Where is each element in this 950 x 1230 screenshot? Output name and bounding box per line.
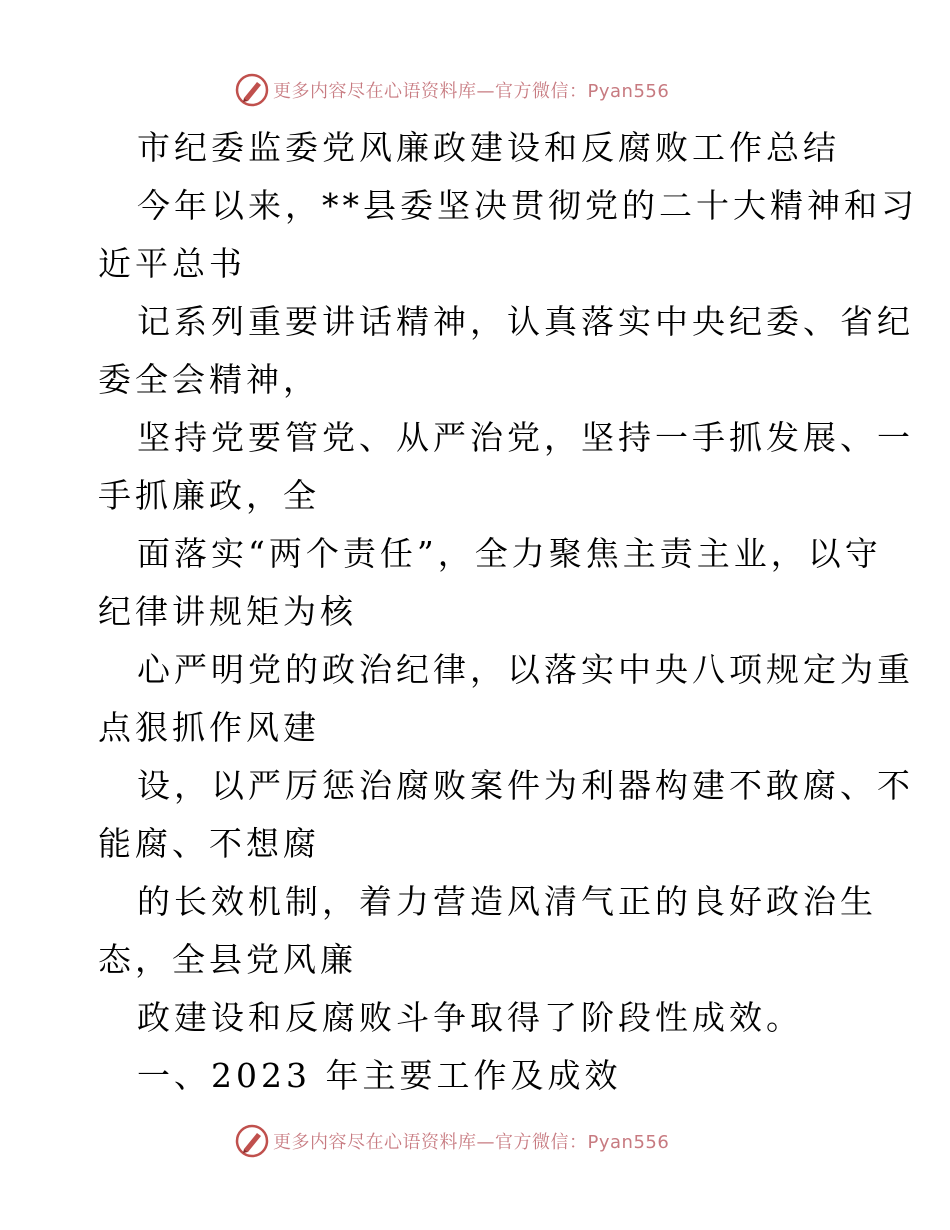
watermark-text: 更多内容尽在心语资料库—官方微信：Pyan556 (273, 1132, 670, 1153)
paragraph-line: 态，全县党风廉 (98, 940, 357, 979)
paragraph-line: 今年以来，**县委坚决贯彻党的二十大精神和习 (137, 186, 918, 225)
paragraph-line: 面落实“两个责任”，全力聚焦主责主业，以守 (137, 534, 882, 573)
paragraph-line: 手抓廉政，全 (98, 476, 320, 515)
pen-logo-icon (235, 1124, 269, 1158)
paragraph-line: 能腐、不想腐 (98, 824, 320, 863)
paragraph-line: 委全会精神， (98, 360, 320, 399)
pen-logo-icon (235, 73, 269, 107)
paragraph-line: 的长效机制，着力营造风清气正的良好政治生 (137, 882, 877, 921)
watermark-header (235, 72, 669, 108)
paragraph-line: 坚持党要管党、从严治党，坚持一手抓发展、一 (137, 418, 914, 457)
paragraph-line: 心严明党的政治纪律，以落实中央八项规定为重 (137, 650, 914, 689)
document-title: 市纪委监委党风廉政建设和反腐败工作总结 (137, 128, 840, 167)
paragraph-line: 近平总书 (98, 244, 246, 283)
paragraph-line: 纪律讲规矩为核 (98, 592, 357, 631)
paragraph-line: 设，以严厉惩治腐败案件为利器构建不敢腐、不 (137, 766, 914, 805)
paragraph-line: 记系列重要讲话精神，认真落实中央纪委、省纪 (137, 302, 914, 341)
watermark-footer (235, 1123, 669, 1159)
paragraph-line: 点狠抓作风建 (98, 708, 320, 747)
watermark-text: 更多内容尽在心语资料库—官方微信：Pyan556 (273, 81, 670, 102)
section-heading: 一、2023 年主要工作及成效 (137, 1056, 622, 1095)
paragraph-line: 政建设和反腐败斗争取得了阶段性成效。 (137, 998, 803, 1037)
